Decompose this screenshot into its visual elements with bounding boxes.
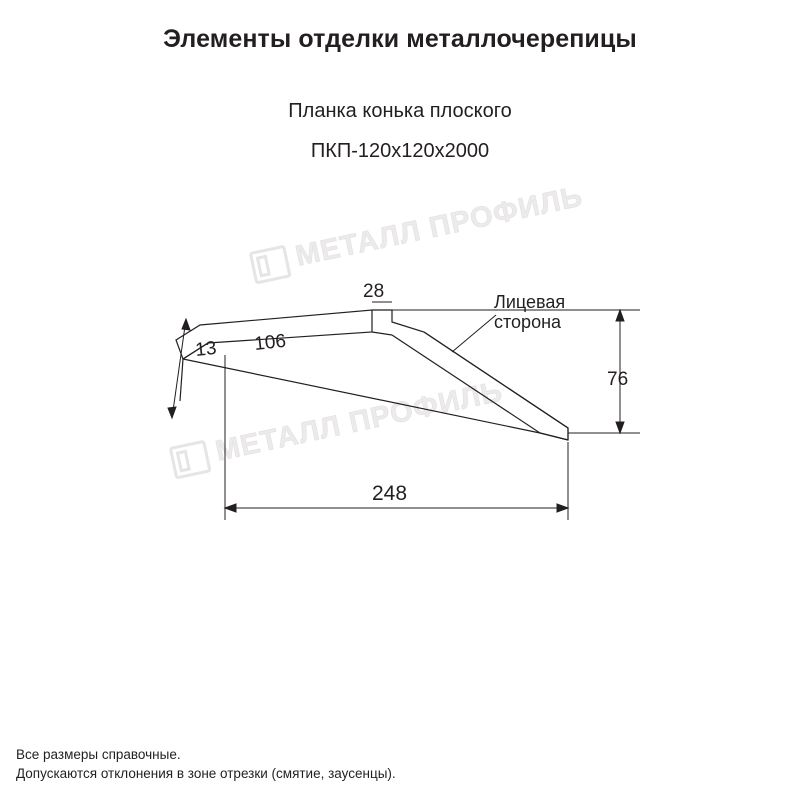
title-block [0, 26, 800, 54]
face-side-label-line2: сторона [494, 312, 562, 332]
technical-drawing [0, 180, 800, 600]
dim13-line [172, 319, 186, 418]
watermark-text: МЕТАЛЛ ПРОФИЛЬ [292, 180, 586, 273]
profile-crease [372, 332, 392, 335]
dim28-label: 28 [363, 281, 385, 302]
dim248-arrow-right [557, 504, 568, 512]
watermark-logo-icon [250, 246, 289, 282]
dim248-arrow-left [225, 504, 236, 512]
face-leader-line [452, 315, 496, 352]
page-title: Элементы отделки металлочерепицы [163, 25, 637, 53]
product-code: ПКП-120х120х2000 [310, 140, 490, 162]
footnotes [16, 745, 396, 784]
watermark-text: МЕТАЛЛ ПРОФИЛЬ [212, 375, 506, 468]
dim76-arrow-top [616, 310, 624, 321]
dim13-arrow-top [182, 319, 190, 330]
watermark-logo-icon [170, 441, 209, 477]
footnote-1: Все размеры справочные. [16, 746, 181, 762]
watermark-logo-inner-icon [258, 256, 270, 275]
dim13-label: 13 [194, 337, 218, 361]
product-name: Планка конька плоского [288, 100, 512, 122]
face-side-label-line1: Лицевая [494, 292, 566, 312]
dim76-label: 76 [607, 369, 629, 390]
dim76-arrow-bottom [616, 422, 624, 433]
footnote-2: Допускаются отклонения в зоне отрезки (смятие, заусенцы). [16, 766, 396, 782]
dim248-label: 248 [372, 482, 408, 505]
dim13-arrow-bottom [168, 407, 176, 418]
watermark-1 [250, 181, 586, 283]
watermark-logo-inner-icon [178, 451, 190, 470]
drawing-svg [0, 180, 800, 600]
dim106-label: 106 [253, 330, 288, 355]
face-side-leader [452, 315, 496, 352]
